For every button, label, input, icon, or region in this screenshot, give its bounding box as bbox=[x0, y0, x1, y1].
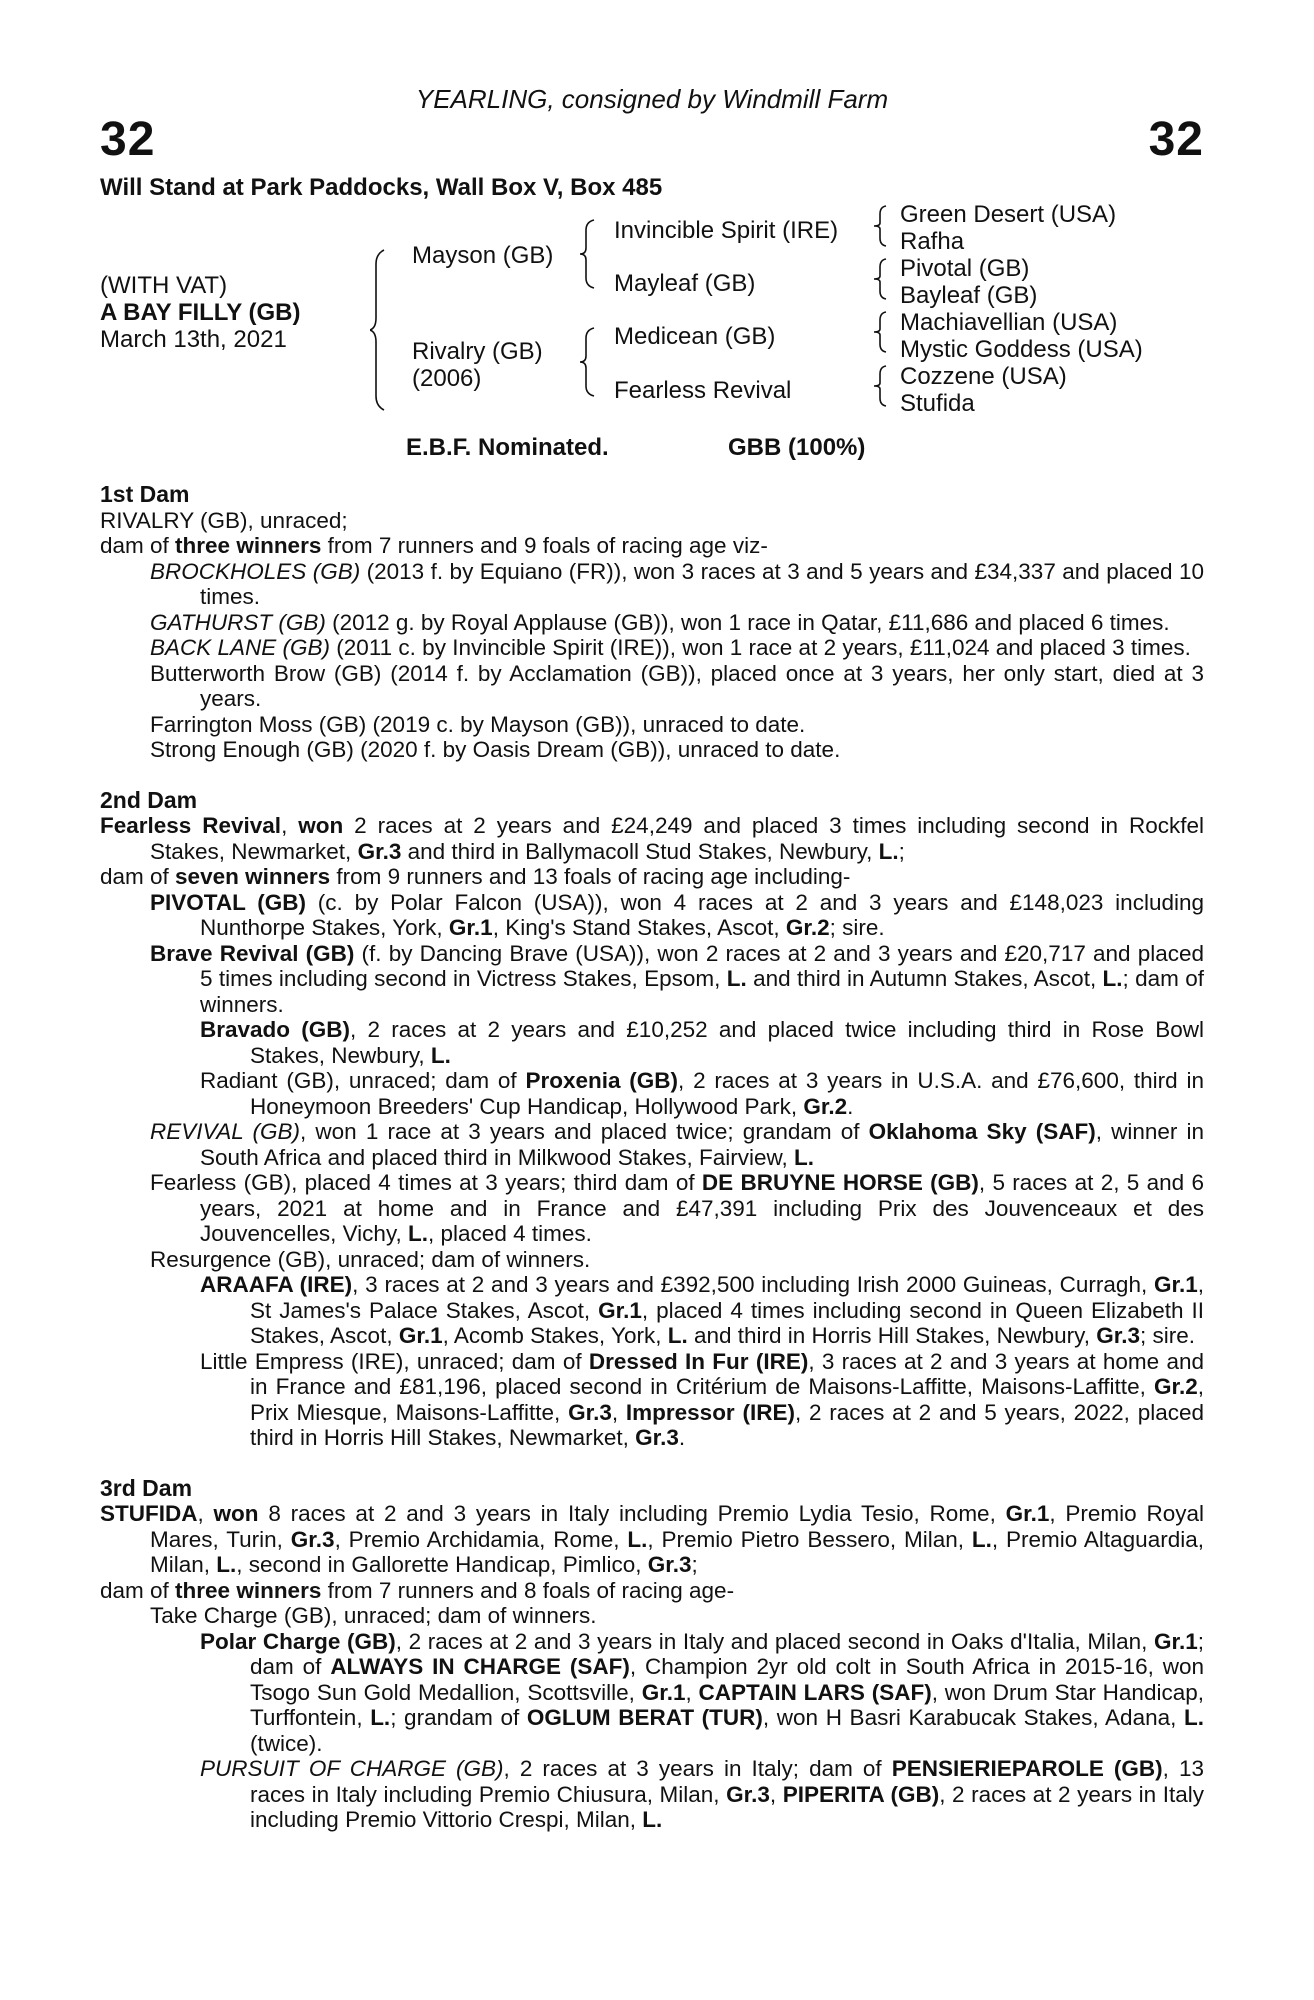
dam-year: (2006) bbox=[412, 365, 482, 392]
pedigree-notes bbox=[100, 482, 1204, 1833]
brace-4-icon bbox=[874, 364, 894, 408]
sire-dam: Mayleaf (GB) bbox=[614, 270, 756, 297]
ancestor-ssd: Rafha bbox=[900, 228, 965, 255]
grandfoal-pursuit-of-charge: PURSUIT OF CHARGE (GB), 2 races at 3 years in Italy; dam of PENSIERIEPAROLE (GB), 13 races in Italy including Premio Chiusura, Milan, Gr.3, PIPERITA (GB), 2 races at 2 years in Italy including Premio Vittorio Crespi, Milan, L. bbox=[200, 1756, 1205, 1832]
grandfoal-radiant: Radiant (GB), unraced; dam of Proxenia (GB), 2 races at 3 years in U.S.A. and £76,600, third in Honeymoon Breeders' Cup Handicap, Hollywood Park, Gr.2. bbox=[200, 1068, 1204, 1119]
third-dam-heading: 3rd Dam bbox=[100, 1474, 193, 1501]
stand-location: Will Stand at Park Paddocks, Wall Box V, Box 485 bbox=[100, 174, 663, 201]
third-dam-produce-line: dam of three winners from 7 runners and 8 foals of racing age- bbox=[100, 1577, 735, 1603]
vat-note: (WITH VAT) bbox=[100, 272, 228, 299]
ancestor-ddd: Stufida bbox=[900, 390, 975, 417]
ancestor-sss: Green Desert (USA) bbox=[900, 201, 1117, 228]
grandfoal-bravado: Bravado (GB), 2 races at 2 years and £10,252 and placed twice including third in Rose Bowl Stakes, Newbury, L. bbox=[200, 1017, 1204, 1068]
first-dam-line: RIVALRY (GB), unraced; bbox=[100, 507, 348, 533]
ancestor-dsd: Mystic Goddess (USA) bbox=[900, 336, 1143, 363]
ancestor-dss: Machiavellian (USA) bbox=[900, 309, 1118, 336]
catalogue-page bbox=[100, 0, 1204, 2000]
ancestor-dds: Cozzene (USA) bbox=[900, 363, 1067, 390]
sire-brace-icon bbox=[580, 218, 602, 290]
pedigree-brace-icon bbox=[370, 248, 392, 412]
dam-brace-icon bbox=[580, 326, 602, 398]
second-dam-foal-brave-revival: Brave Revival (GB) (f. by Dancing Brave (USA)), won 2 races at 2 and 3 years and £20,717 and placed 5 times including second in Victress Stakes, Epsom, L. and third in Autumn Stakes, Ascot, L.; dam of winners. bbox=[150, 940, 1204, 1017]
first-dam-heading: 1st Dam bbox=[100, 481, 190, 507]
second-dam-heading: 2nd Dam bbox=[100, 786, 198, 813]
first-dam-foal-5: Farrington Moss (GB) (2019 c. by Mayson (GB)), unraced to date. bbox=[150, 711, 806, 737]
pedigree-table bbox=[100, 200, 1204, 430]
third-dam-foal-take-charge: Take Charge (GB), unraced; dam of winners. bbox=[150, 1603, 597, 1628]
second-dam-produce-line: dam of seven winners from 9 runners and 13 foals of racing age including- bbox=[100, 864, 851, 889]
first-dam-foal-4: Butterworth Brow (GB) (2014 f. by Acclamation (GB)), placed once at 3 years, her only start, died at 3 years. bbox=[150, 660, 1204, 711]
grandfoal-polar-charge: Polar Charge (GB), 2 races at 2 and 3 years in Italy and placed second in Oaks d'Italia, Milan, Gr.1; dam of ALWAYS IN CHARGE (SAF), Champion 2yr old colt in South Africa in 2015-16, won Tsogo Sun Gold Medallion, Scottsville, Gr.1, CAPTAIN LARS (SAF), won Drum Star Handicap, Turffontein, L.; grandam of OGLUM BERAT (TUR), won H Basri Karabucak Stakes, Adana, L. (twice). bbox=[200, 1628, 1205, 1756]
lot-subject: A BAY FILLY (GB) bbox=[100, 299, 301, 326]
dam-sire: Medicean (GB) bbox=[614, 323, 776, 350]
consignor-line: YEARLING, consigned by Windmill Farm bbox=[415, 84, 889, 114]
first-dam-foal-6: Strong Enough (GB) (2020 f. by Oasis Dream (GB)), unraced to date. bbox=[150, 737, 841, 762]
ancestor-sds: Pivotal (GB) bbox=[900, 255, 1030, 282]
ebf-nominated: E.B.F. Nominated. bbox=[406, 434, 609, 461]
sire-name: Mayson (GB) bbox=[412, 242, 554, 269]
second-dam-line: Fearless Revival, won 2 races at 2 years and £24,249 and placed 3 times including second in Rockfel Stakes, Newmarket, Gr.3 and third in Ballymacoll Stud Stakes, Newbury, L.; bbox=[100, 813, 1204, 864]
ancestor-sdd: Bayleaf (GB) bbox=[900, 282, 1038, 309]
dam-name: Rivalry (GB) bbox=[412, 338, 543, 365]
lot-number-right: 32 bbox=[1148, 113, 1204, 166]
gbb-rating: GBB (100%) bbox=[728, 434, 866, 461]
foaling-date: March 13th, 2021 bbox=[100, 326, 287, 353]
second-dam-foal-revival: REVIVAL (GB), won 1 race at 3 years and placed twice; grandam of Oklahoma Sky (SAF), winner in South Africa and placed third in Milkwood Stakes, Fairview, L. bbox=[150, 1119, 1205, 1170]
dam-dam: Fearless Revival bbox=[614, 377, 792, 404]
brace-3-icon bbox=[874, 310, 894, 354]
first-dam-foal-1: BROCKHOLES (GB) (2013 f. by Equiano (FR)), won 3 races at 3 and 5 years and £34,337 and placed 10 times. bbox=[150, 558, 1204, 609]
first-dam-foal-2: GATHURST (GB) (2012 g. by Royal Applause (GB)), won 1 race in Qatar, £11,686 and placed 6 times. bbox=[150, 609, 1170, 635]
brace-2-icon bbox=[874, 257, 894, 301]
first-dam-produce-line: dam of three winners from 7 runners and 9 foals of racing age viz- bbox=[100, 533, 768, 558]
first-dam-foal-3: BACK LANE (GB) (2011 c. by Invincible Spirit (IRE)), won 1 race at 2 years, £11,024 and placed 3 times. bbox=[150, 635, 1191, 660]
sire-sire: Invincible Spirit (IRE) bbox=[614, 217, 839, 244]
third-dam-line: STUFIDA, won 8 races at 2 and 3 years in Italy including Premio Lydia Tesio, Rome, Gr.1, Premio Royal Mares, Turin, Gr.3, Premio Archidamia, Rome, L., Premio Pietro Bessero, Milan, L., Premio Altaguardia, Milan, L., second in Gallorette Handicap, Pimlico, Gr.3; bbox=[100, 1501, 1204, 1577]
grandfoal-araafa: ARAAFA (IRE), 3 races at 2 and 3 years and £392,500 including Irish 2000 Guineas, Curragh, Gr.1, St James's Palace Stakes, Ascot, Gr.1, placed 4 times including second in Queen Elizabeth II Stakes, Ascot, Gr.1, Acomb Stakes, York, L. and third in Horris Hill Stakes, Newbury, Gr.3; sire. bbox=[200, 1272, 1205, 1348]
second-dam-foal-fearless: Fearless (GB), placed 4 times at 3 years; third dam of DE BRUYNE HORSE (GB), 5 races at 2, 5 and 6 years, 2021 at home and in France and £47,391 including Prix des Jouvenceaux et des Jouvencelles, Vichy, L., placed 4 times. bbox=[150, 1170, 1204, 1246]
second-dam-foal-pivotal: PIVOTAL (GB) (c. by Polar Falcon (USA)), won 4 races at 2 and 3 years and £148,023 including Nunthorpe Stakes, York, Gr.1, King's Stand Stakes, Ascot, Gr.2; sire. bbox=[150, 889, 1204, 940]
grandfoal-little-empress: Little Empress (IRE), unraced; dam of Dressed In Fur (IRE), 3 races at 2 and 3 years at home and in France and £81,196, placed second in Critérium de Maisons-Laffitte, Maisons-Laffitte, Gr.2, Prix Miesque, Maisons-Laffitte, Gr.3, Impressor (IRE), 2 races at 2 and 5 years, 2022, placed third in Horris Hill Stakes, Newmarket, Gr.3. bbox=[200, 1348, 1204, 1450]
lot-number-left: 32 bbox=[100, 113, 156, 166]
brace-1-icon bbox=[874, 204, 894, 248]
second-dam-foal-resurgence: Resurgence (GB), unraced; dam of winners. bbox=[150, 1246, 591, 1272]
